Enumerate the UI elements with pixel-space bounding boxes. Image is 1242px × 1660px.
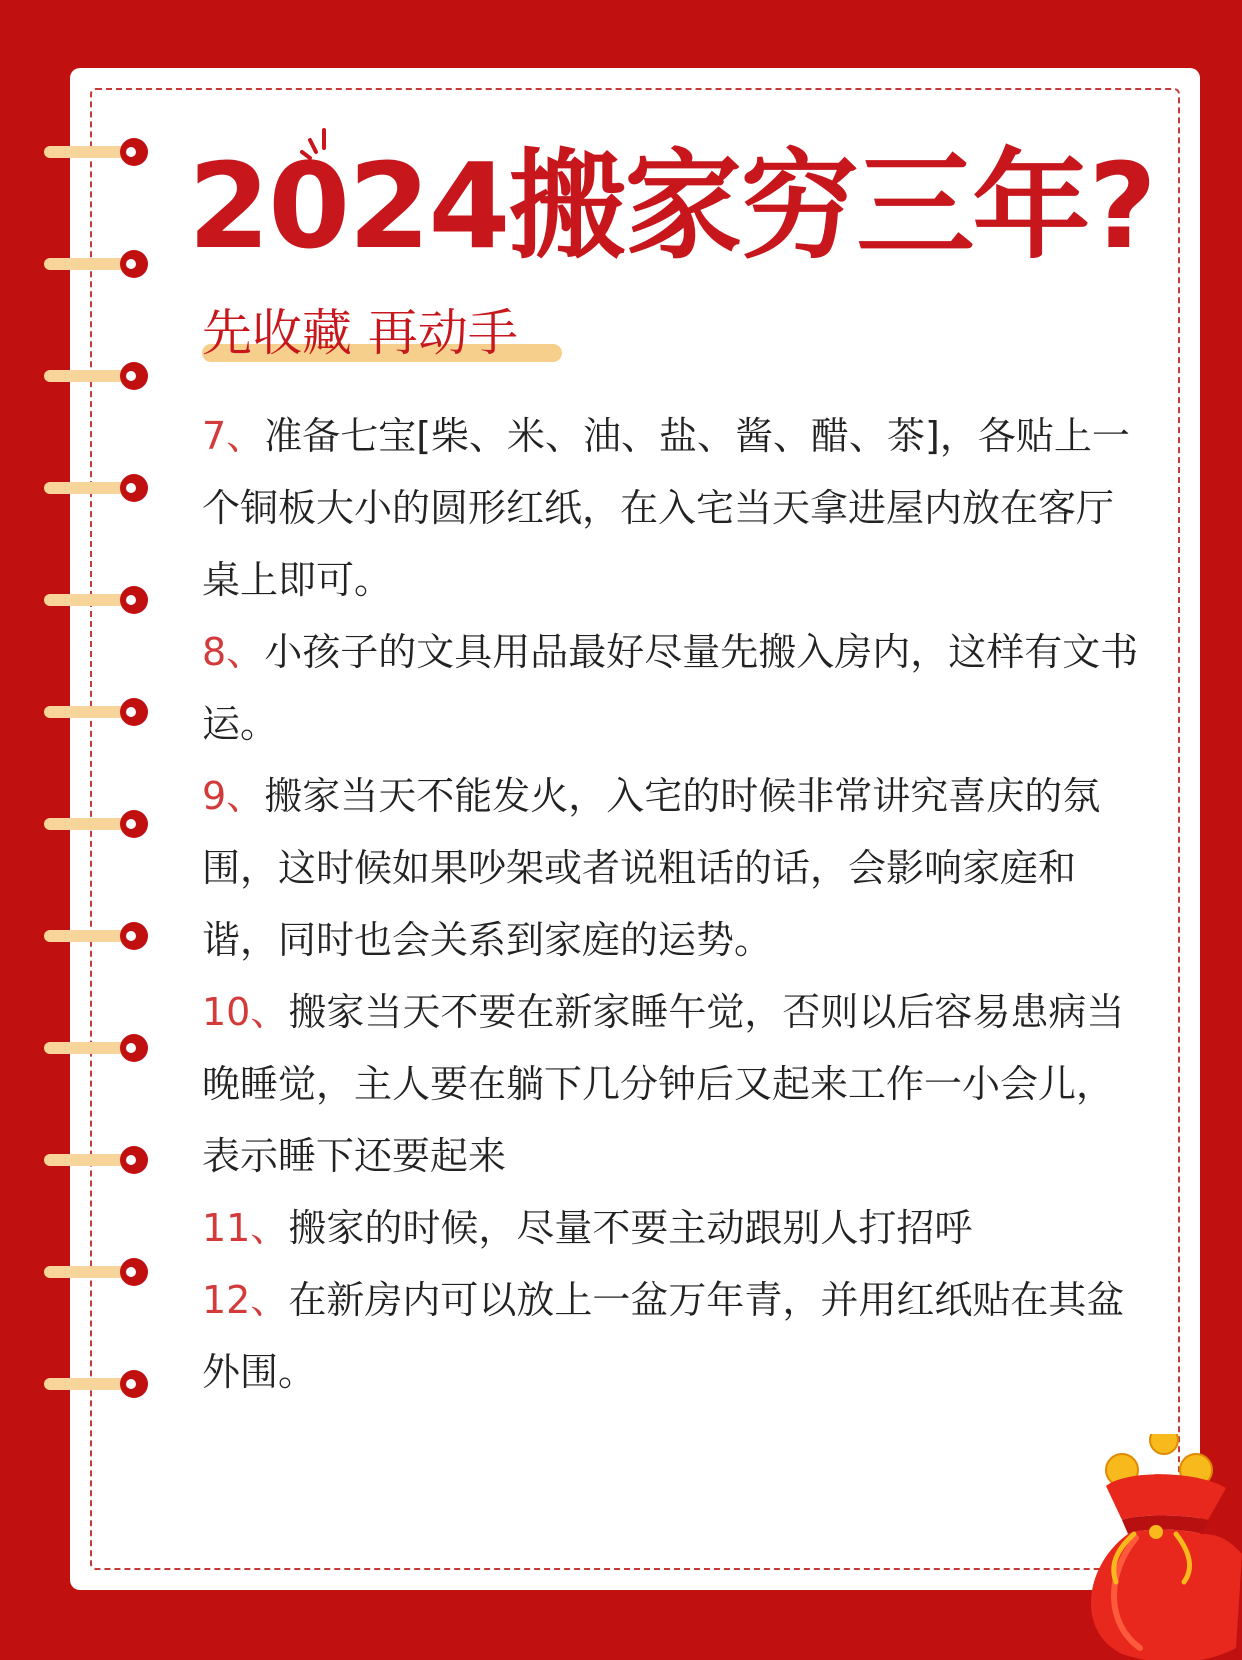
list-item: [202, 1264, 1142, 1408]
item-number: 12、: [202, 1278, 289, 1322]
item-text: 小孩子的文具用品最好尽量先搬入房内，这样有文书运。: [202, 630, 1139, 746]
item-text: 准备七宝[柴、米、油、盐、酱、醋、茶]，各贴上一个铜板大小的圆形红纸，在入宅当天拿进屋内放在客厅桌上即可。: [202, 414, 1130, 602]
item-number: 8、: [202, 630, 265, 674]
binding-ring: [44, 1256, 148, 1288]
binding-ring: [44, 920, 148, 952]
subtitle-block: [202, 300, 518, 370]
binding-ring: [44, 1368, 148, 1400]
binding-ring: [44, 808, 148, 840]
binding-ring: [44, 1144, 148, 1176]
list-item: [202, 976, 1142, 1192]
list-item: [202, 760, 1142, 976]
item-number: 7、: [202, 414, 265, 458]
subtitle: 先收藏 再动手: [202, 304, 518, 362]
list-item: [202, 1192, 1142, 1264]
item-number: 11、: [202, 1206, 289, 1250]
item-text: 搬家当天不要在新家睡午觉，否则以后容易患病当晚睡觉，主人要在躺下几分钟后又起来工作一小会儿，表示睡下还要起来: [202, 990, 1125, 1178]
binding-ring: [44, 472, 148, 504]
list-item: [202, 400, 1142, 616]
list-item: [202, 616, 1142, 760]
spiral-binding: [0, 0, 160, 1660]
binding-ring: [44, 1032, 148, 1064]
binding-ring: [44, 248, 148, 280]
item-text: 搬家当天不能发火，入宅的时候非常讲究喜庆的氛围，这时候如果吵架或者说粗话的话，会影响家庭和谐，同时也会关系到家庭的运势。: [202, 774, 1101, 962]
lucky-money-bag-icon: [1076, 1434, 1242, 1660]
item-number: 10、: [202, 990, 289, 1034]
binding-ring: [44, 584, 148, 616]
item-number: 9、: [202, 774, 265, 818]
item-text: 搬家的时候，尽量不要主动跟别人打招呼: [288, 1206, 973, 1250]
item-text: 在新房内可以放上一盆万年青，并用红纸贴在其盆外围。: [202, 1278, 1125, 1394]
binding-ring: [44, 696, 148, 728]
binding-ring: [44, 136, 148, 168]
binding-ring: [44, 360, 148, 392]
page-title: 2024搬家穷三年?: [188, 137, 1155, 275]
tips-list: [202, 400, 1142, 1408]
